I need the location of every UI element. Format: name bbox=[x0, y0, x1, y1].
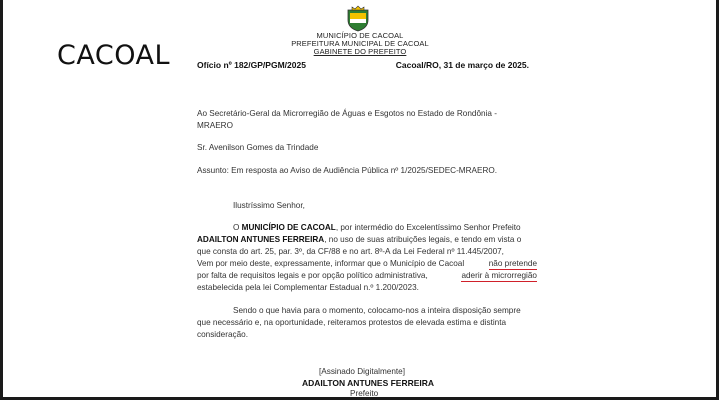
paragraph-2-line-3: consideração. bbox=[197, 330, 248, 339]
addressee-name: Sr. Avenilson Gomes da Trindade bbox=[197, 143, 319, 152]
letterhead-prefecture: PREFEITURA MUNICIPAL DE CACOAL bbox=[291, 39, 429, 49]
addressee-line-2: MRAERO bbox=[197, 121, 233, 130]
signer-role: Prefeito bbox=[350, 389, 379, 398]
highlight-aderir-microrregiao: aderir à microrregião bbox=[461, 271, 537, 280]
paragraph-2 bbox=[197, 305, 537, 341]
paragraph-1-line-1: O MUNICÍPIO DE CACOAL, por intermédio do Excelentíssimo Senhor Prefeito bbox=[233, 223, 521, 232]
paragraph-1 bbox=[197, 222, 537, 294]
subject-line: Assunto: Em resposta ao Aviso de Audiência Pública nº 1/2025/SEDEC-MRAERO. bbox=[197, 166, 498, 175]
letterhead-office: GABINETE DO PREFEITO bbox=[313, 47, 407, 57]
signed-digitally-note: [Assinado Digitalmente] bbox=[319, 367, 406, 376]
greeting: Ilustríssimo Senhor, bbox=[233, 201, 305, 210]
addressee-block bbox=[197, 108, 537, 132]
addressee-line-1: Ao Secretário-Geral da Microrregião de Águas e Esgotos no Estado de Rondônia - bbox=[197, 109, 497, 118]
signer-name: ADAILTON ANTUNES FERREIRA bbox=[302, 378, 435, 388]
paragraph-2-line-1: Sendo o que havia para o momento, colocamo-nos a inteira disposição sempre bbox=[233, 306, 521, 315]
letterhead-municipality: MUNICÍPIO DE CACOAL bbox=[316, 31, 404, 40]
place-date: Cacoal/RO, 31 de março de 2025. bbox=[395, 60, 529, 70]
municipal-crest-icon bbox=[345, 4, 371, 32]
municipality-bold: MUNICÍPIO DE CACOAL bbox=[241, 223, 336, 232]
paragraph-1-line-6: estabelecida pela lei Complementar Estadual n.º 1.200/2023. bbox=[197, 283, 419, 292]
paragraph-1-line-3: que consta do art. 25, par. 3º, da CF/88 e no art. 8º-A da Lei Federal nº 11.445/2007, bbox=[197, 247, 504, 256]
letterhead bbox=[260, 32, 460, 57]
paragraph-2-line-2: que necessário e, na oportunidade, reiteramos protestos de elevada estima e distinta bbox=[197, 318, 507, 327]
paragraph-1-line-2: ADAILTON ANTUNES FERREIRA, no uso de suas atribuições legais, e tendo em vista o bbox=[197, 235, 522, 244]
city-label: CACOAL bbox=[57, 40, 170, 71]
highlight-nao-pretende: não pretende bbox=[488, 259, 537, 268]
oficio-number: Ofício nº 182/GP/PGM/2025 bbox=[197, 60, 306, 70]
mayor-name-bold: ADAILTON ANTUNES FERREIRA bbox=[197, 235, 325, 244]
paragraph-1-line-5: por falta de requisitos legais e por opção político administrativa, aderir à microrregião bbox=[197, 271, 537, 280]
left-frame-border bbox=[0, 0, 3, 400]
paragraph-1-line-4: Vem por meio deste, expressamente, informar que o Município de Cacoal não pretende bbox=[197, 259, 537, 268]
